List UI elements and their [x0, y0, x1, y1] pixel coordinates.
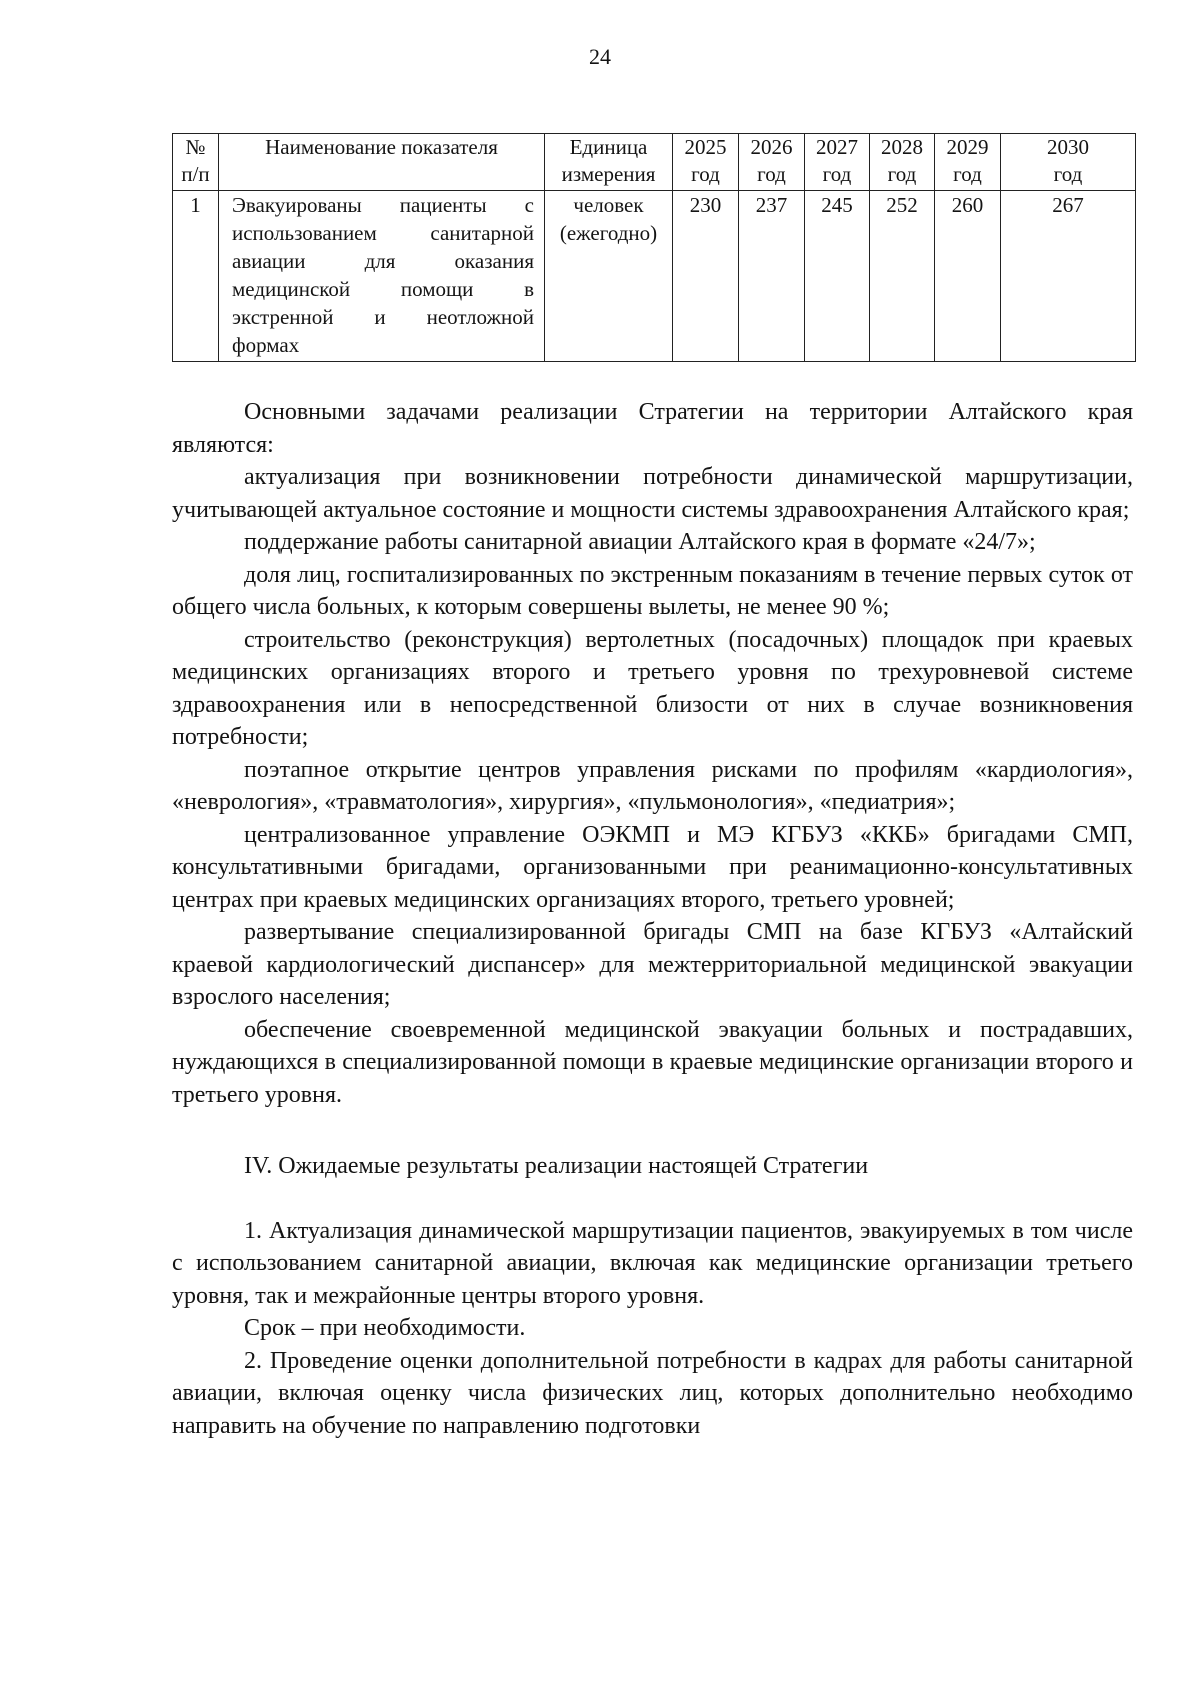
table-header-row	[173, 134, 1136, 191]
header-year-2030: 2030 год	[1001, 134, 1136, 191]
result-item: 2. Проведение оценки дополнительной потребности в кадрах для работы санитарной авиации, включая оценку числа физических лиц, которых дополнительно необходимо направить на обучение по направлению подготовки	[172, 1347, 1133, 1439]
task-item: обеспечение своевременной медицинской эвакуации больных и пострадавших, нуждающихся в специализированной помощи в краевые медицинские организации второго и третьего уровня.	[172, 1016, 1133, 1108]
header-name: Наименование показателя	[219, 134, 545, 191]
row-value-2026: 237	[739, 191, 805, 362]
task-item: развертывание специализированной бригады СМП на базе КГБУЗ «Алтайский краевой кардиологический диспансер» для межтерриториальной медицинской эвакуации взрослого населения;	[172, 919, 1133, 1010]
header-year-2029: 2029 год	[935, 134, 1001, 191]
task-item: поэтапное открытие центров управления рисками по профилям «кардиология», «неврология», «травматология», хирургия», «пульмонология», «педиатрия»;	[172, 756, 1133, 815]
table-row	[173, 191, 1136, 362]
header-year-2027: 2027 год	[805, 134, 870, 191]
row-value-2027: 245	[805, 191, 870, 362]
task-item: актуализация при возникновении потребности динамической маршрутизации, учитывающей актуальное состояние и мощности системы здравоохранения Алтайского края;	[172, 464, 1133, 523]
row-value-2029: 260	[935, 191, 1001, 362]
tasks-intro: Основными задачами реализации Стратегии на территории Алтайского края являются:	[172, 399, 1133, 458]
header-unit: Единица измерения	[545, 134, 673, 191]
page-number: 24	[589, 44, 611, 69]
document-body	[172, 396, 1133, 1442]
indicators-table	[172, 133, 1136, 362]
row-value-2028: 252	[870, 191, 935, 362]
result-item: 1. Актуализация динамической маршрутизации пациентов, эвакуируемых в том числе с использованием санитарной авиации, включая как медицинские организации третьего уровня, так и межрайонные центры второго уровня.	[172, 1217, 1133, 1309]
row-name-cell: Эвакуированы пациенты с использованием санитарной авиации для оказания медицинской помощи в экстренной и неотложной формах	[219, 191, 545, 362]
row-unit-cell: человек (ежегодно)	[545, 191, 673, 362]
task-item: доля лиц, госпитализированных по экстренным показаниям в течение первых суток от общего числа больных, к которым совершены вылеты, не менее 90 %;	[172, 561, 1133, 620]
section-heading: IV. Ожидаемые результаты реализации настоящей Стратегии	[244, 1153, 869, 1179]
row-value-2025: 230	[673, 191, 739, 362]
task-item: поддержание работы санитарной авиации Алтайского края в формате «24/7»;	[244, 529, 1036, 555]
row-value-2030: 267	[1001, 191, 1136, 362]
header-year-2026: 2026 год	[739, 134, 805, 191]
result-deadline: Срок – при необходимости.	[244, 1315, 526, 1341]
row-num-cell: 1	[173, 191, 219, 362]
header-num: № п/п	[173, 134, 219, 191]
task-item: строительство (реконструкция) вертолетных (посадочных) площадок при краевых медицинских организациях второго и третьего уровня по трехуровневой системе здравоохранения или в непосредственной близости от них в случае возникновения потребности;	[172, 626, 1133, 750]
header-year-2025: 2025 год	[673, 134, 739, 191]
task-item: централизованное управление ОЭКМП и МЭ КГБУЗ «ККБ» бригадами СМП, консультативными бригадами, организованными при реанимационно-консультативных центрах при краевых медицинских организациях второго, третьего уровней;	[172, 821, 1133, 913]
header-year-2028: 2028 год	[870, 134, 935, 191]
